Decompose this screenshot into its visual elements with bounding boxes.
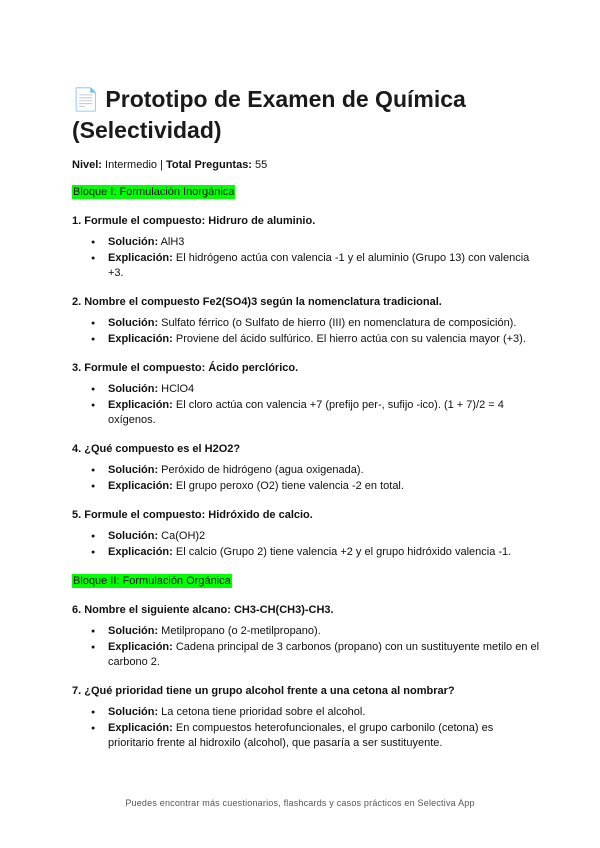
question-title: 5. Formule el compuesto: Hidróxido de calcio. bbox=[72, 509, 313, 521]
meta-separator: | bbox=[160, 159, 163, 171]
page-footer: Puedes encontrar más cuestionarios, flashcards y casos prácticos en Selectiva App bbox=[125, 798, 475, 808]
question-4 bbox=[72, 442, 542, 494]
answer-list bbox=[72, 624, 542, 670]
answer-list bbox=[72, 529, 542, 560]
question-2 bbox=[72, 295, 542, 347]
question-title: 7. ¿Qué prioridad tiene un grupo alcohol frente a una cetona al nombrar? bbox=[72, 685, 455, 697]
solution-label: Solución: bbox=[108, 625, 159, 637]
block-heading-inorganica: Bloque I: Formulación Inorgánica bbox=[73, 186, 235, 198]
explanation-label: Explicación: bbox=[108, 399, 173, 411]
explanation-text: Cadena principal de 3 carbonos (propano) con un sustituyente metilo en el carbono 2. bbox=[108, 641, 540, 668]
solution-item bbox=[108, 624, 542, 639]
question-3 bbox=[72, 361, 542, 428]
answer-list bbox=[72, 382, 542, 428]
explanation-item bbox=[108, 545, 542, 560]
total-value: 55 bbox=[255, 159, 268, 171]
total-label: Total Preguntas: bbox=[166, 159, 252, 171]
answer-list bbox=[72, 705, 542, 751]
solution-label: Solución: bbox=[108, 383, 159, 395]
question-title: 2. Nombre el compuesto Fe2(SO4)3 según la nomenclatura tradicional. bbox=[72, 296, 442, 308]
solution-item bbox=[108, 316, 542, 331]
question-title: 3. Formule el compuesto: Ácido perclórico. bbox=[72, 362, 299, 374]
explanation-text: Proviene del ácido sulfúrico. El hierro actúa con su valencia mayor (+3). bbox=[175, 333, 526, 345]
nivel-label: Nivel: bbox=[72, 159, 102, 171]
explanation-label: Explicación: bbox=[108, 333, 173, 345]
answer-list bbox=[72, 235, 542, 281]
solution-label: Solución: bbox=[108, 236, 159, 248]
answer-list bbox=[72, 316, 542, 347]
explanation-label: Explicación: bbox=[108, 546, 173, 558]
explanation-text: En compuestos heterofuncionales, el grupo carbonilo (cetona) es prioritario frente al hidroxilo (alcohol), que pasaría a ser sustituyente. bbox=[108, 722, 494, 749]
question-5 bbox=[72, 508, 542, 560]
question-1 bbox=[72, 214, 542, 281]
explanation-item bbox=[108, 251, 542, 281]
page-title-text: Prototipo de Examen de Química (Selectividad) bbox=[72, 86, 466, 143]
explanation-text: El cloro actúa con valencia +7 (prefijo per-, sufijo -ico). (1 + 7)/2 = 4 oxígenos. bbox=[108, 399, 504, 426]
explanation-item bbox=[108, 398, 542, 428]
nivel-value: Intermedio bbox=[105, 159, 158, 171]
solution-item bbox=[108, 529, 542, 544]
solution-text: AlH3 bbox=[160, 236, 185, 248]
question-7 bbox=[72, 684, 542, 751]
explanation-text: El hidrógeno actúa con valencia -1 y el aluminio (Grupo 13) con valencia +3. bbox=[108, 252, 530, 279]
page-title bbox=[72, 84, 542, 145]
explanation-text: El grupo peroxo (O2) tiene valencia -2 en total. bbox=[175, 480, 404, 492]
explanation-label: Explicación: bbox=[108, 641, 173, 653]
solution-item bbox=[108, 235, 542, 250]
solution-label: Solución: bbox=[108, 706, 159, 718]
explanation-item bbox=[108, 332, 542, 347]
question-6 bbox=[72, 603, 542, 670]
solution-text: HClO4 bbox=[161, 383, 195, 395]
explanation-text: El calcio (Grupo 2) tiene valencia +2 y el grupo hidróxido valencia -1. bbox=[175, 546, 512, 558]
solution-label: Solución: bbox=[108, 530, 159, 542]
solution-text: Peróxido de hidrógeno (agua oxigenada). bbox=[161, 464, 364, 476]
solution-item bbox=[108, 382, 542, 397]
explanation-item bbox=[108, 640, 542, 670]
question-title: 1. Formule el compuesto: Hidruro de aluminio. bbox=[72, 215, 316, 227]
answer-list bbox=[72, 463, 542, 494]
solution-text: La cetona tiene prioridad sobre el alcohol. bbox=[161, 706, 366, 718]
explanation-label: Explicación: bbox=[108, 252, 173, 264]
solution-text: Ca(OH)2 bbox=[161, 530, 206, 542]
question-title: 4. ¿Qué compuesto es el H2O2? bbox=[72, 443, 241, 455]
solution-item bbox=[108, 705, 542, 720]
explanation-label: Explicación: bbox=[108, 480, 173, 492]
exam-document bbox=[72, 84, 542, 752]
exam-meta bbox=[72, 158, 542, 172]
question-title: 6. Nombre el siguiente alcano: CH3-CH(CH3)-CH3. bbox=[72, 604, 334, 616]
solution-text: Sulfato férrico (o Sulfato de hierro (III) en nomenclatura de composición). bbox=[161, 317, 517, 329]
block-heading-organica: Bloque II: Formulación Orgánica bbox=[73, 575, 231, 587]
explanation-item bbox=[108, 479, 542, 494]
explanation-item bbox=[108, 721, 542, 751]
solution-label: Solución: bbox=[108, 317, 159, 329]
explanation-label: Explicación: bbox=[108, 722, 173, 734]
document-icon: 📄 bbox=[72, 87, 100, 112]
solution-item bbox=[108, 463, 542, 478]
solution-text: Metilpropano (o 2-metilpropano). bbox=[161, 625, 321, 637]
solution-label: Solución: bbox=[108, 464, 159, 476]
